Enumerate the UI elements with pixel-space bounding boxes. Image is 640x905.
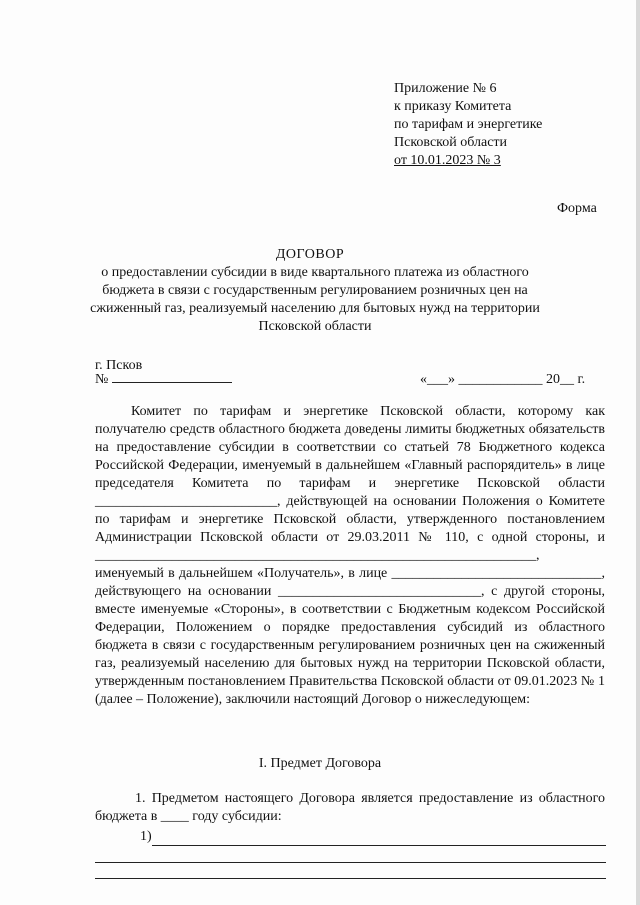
appendix-line-4: Псковской области: [394, 135, 508, 150]
number-field: [95, 372, 232, 388]
preamble-paragraph: Комитет по тарифам и энергетике Псковской области, которому как получателю средств областного бюджета доведены лимиты бюджетных обязательств на предоставление субсидии в соответствии со статьей 78 Бюджетного кодекса Российской Федерации, именуемый в дальнейшем «Главный распорядитель» в лице председателя Комитета по тарифам и энергетике Псковской области __________________________, действующей на основании Положения о Комитете по тарифам и энергетике Псковской области, утвержденного постановлением Администрации Псковской области от 29.03.2011 № 110, с одной стороны, и _______________________________________________________________, именуемый в дальнейшем «Получатель», в лице ______________________________, действующего на основании _____________________________, с другой стороны, вместе именуемые «Стороны», в соответствии с Бюджетным кодексом Российской Федерации, Положением о порядке предоставления субсидий из областного бюджета в связи с государственным регулированием розничных цен на сжиженный газ, реализуемый населению для бытовых нужд на территории Псковской области, утвержденным постановлением Правительства Псковской области от 09.01.2023 № 1 (далее – Положение), заключили настоящий Договор о нижеследующем:: [95, 404, 605, 707]
date-field: «___» ____________ 20__ г.: [420, 372, 586, 387]
item-1-label: 1): [140, 829, 152, 844]
appendix-line-3: по тарифам и энергетике: [394, 117, 543, 132]
document-title: ДОГОВОР: [275, 247, 345, 262]
appendix-line-1: Приложение № 6: [394, 81, 497, 96]
blank-line-2: [95, 862, 606, 863]
appendix-block: [394, 80, 614, 170]
subject-paragraph: 1. Предметом настоящего Договора является предоставление из областного бюджета в ____ году субсидии:: [95, 791, 605, 824]
document-subtitle: о предоставлении субсидии в виде квартального платежа из областного бюджета в связи с государственным регулированием розничных цен на сжиженный газ, реализуемый населению для бытовых нужд на территории Псковской области: [90, 265, 540, 334]
appendix-line-5: от 10.01.2023 № 3: [394, 153, 501, 168]
item-1-blank-line: [152, 845, 606, 846]
section-heading: I. Предмет Договора: [258, 756, 382, 771]
number-label: №: [95, 372, 109, 387]
blank-line-3: [95, 878, 606, 879]
appendix-line-2: к приказу Комитета: [394, 99, 512, 114]
city-label: г. Псков: [95, 358, 143, 373]
form-label: Форма: [557, 201, 597, 216]
number-blank: [112, 382, 232, 383]
